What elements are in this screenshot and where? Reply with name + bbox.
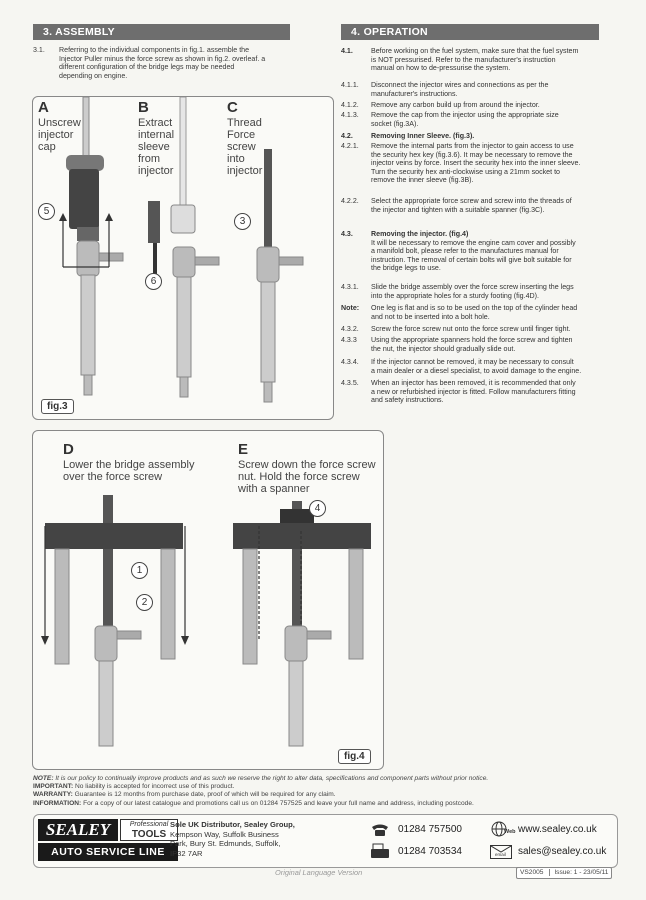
footer-notes xyxy=(33,775,613,808)
item-number: 4.1. xyxy=(341,47,353,55)
text-line: instruction. The removal of certain bolts will give bolt suitable for xyxy=(371,255,572,264)
callout-2: 2 xyxy=(136,594,153,611)
note-label: IMPORTANT: xyxy=(33,783,74,791)
item-number: 4.1.1. xyxy=(341,81,359,89)
step-letter-e: E xyxy=(238,441,249,458)
step-a-caption xyxy=(38,117,81,153)
text-line: the security hex key (fig.3.6). It may be necessary to remove the xyxy=(371,150,573,159)
caption-line: screw xyxy=(227,141,256,153)
step-e-caption xyxy=(238,459,376,495)
caption-line: Unscrew xyxy=(38,117,81,129)
text-line: Removing the injector. (fig.4) xyxy=(371,230,469,238)
logo-auto-service-line: AUTO SERVICE LINE xyxy=(38,843,178,861)
step-d-caption xyxy=(63,459,194,483)
operation-item-4-3-1 xyxy=(341,283,631,300)
text-line: a new or refurbished injector is fitted. Follow manufacturers fitting xyxy=(371,387,576,396)
text-line: is NOT pressurised. Refer to the manufacturer's instruction xyxy=(371,55,556,64)
caption-line: nut. Hold the force screw xyxy=(238,471,360,483)
text-line: It will be necessary to remove the engine cam cover and possibly xyxy=(371,238,576,247)
text-line: and not to be inserted into a bolt hole. xyxy=(371,312,490,321)
caption-line: from xyxy=(138,153,160,165)
text-line: If the injector cannot be removed, it may be necessary to consult xyxy=(371,358,574,366)
text-line: Remove the cap from the injector using the appropriate size xyxy=(371,111,559,119)
text-line: When an injector has been removed, it is recommended that only xyxy=(371,379,576,387)
item-number: 4.2. xyxy=(341,132,353,140)
operation-item-4-3 xyxy=(341,230,631,273)
text-line: Remove any carbon build up from around the injector. xyxy=(371,101,540,109)
note-text: It is our policy to continually improve products and as such we reserve the right to alter data, specifications and component parts without prior notice. xyxy=(53,775,489,782)
text-line: the nut, the injector should gradually slide out. xyxy=(371,344,516,353)
footer-note xyxy=(33,783,613,791)
text-line: Screw the force screw nut onto the force screw until finger tight. xyxy=(371,325,571,333)
item-number: 4.2.1. xyxy=(341,142,359,150)
text-line: Referring to the individual components in fig.1. assemble the xyxy=(59,46,250,54)
item-number: 4.2.2. xyxy=(341,197,359,205)
callout-6: 6 xyxy=(145,273,162,290)
figure-3-panel xyxy=(32,96,334,420)
address-line: Park, Bury St. Edmunds, Suffolk, xyxy=(170,839,281,849)
text-line: depending on engine. xyxy=(59,71,128,80)
section-header-assembly: 3. ASSEMBLY xyxy=(33,24,290,40)
caption-line: over the force screw xyxy=(63,471,163,483)
address-line: Sole UK Distributor, Sealey Group, xyxy=(170,820,295,829)
caption-line: sleeve xyxy=(138,141,170,153)
paragraph-3-1 xyxy=(59,46,309,80)
item-number: 4.3.3 xyxy=(341,336,357,344)
injector-c-illustration xyxy=(257,149,303,402)
operation-item-4-1-1 xyxy=(341,81,631,98)
operation-item-4-3-3 xyxy=(341,336,631,353)
text-line: Slide the bridge assembly over the force screw inserting the legs xyxy=(371,283,574,291)
operation-item-4-2-2 xyxy=(341,197,631,214)
caption-line: Lower the bridge assembly xyxy=(63,459,195,471)
brand-bar xyxy=(33,814,618,868)
caption-line: with a spanner xyxy=(238,483,310,495)
caption-line: injector xyxy=(138,165,174,177)
caption-line: into xyxy=(227,153,245,165)
web-globe-icon xyxy=(490,820,516,838)
operation-item-4-2-1 xyxy=(341,142,631,185)
callout-3: 3 xyxy=(234,213,251,230)
text-line: the injector and tighten with a suitable spanner (fig.3C). xyxy=(371,205,545,214)
logo-tools-text: TOOLS xyxy=(131,829,167,840)
text-line: Using the appropriate spanners hold the force screw and tighten xyxy=(371,336,573,344)
footer-note xyxy=(33,791,613,799)
original-language-note: Original Language Version xyxy=(275,868,363,877)
text-line: and safety instructions. xyxy=(371,396,444,405)
web-icon-label: Web xyxy=(504,829,516,835)
figure-4-tag: fig.4 xyxy=(338,749,371,764)
caption-line: Extract xyxy=(138,117,173,129)
puller-e-illustration xyxy=(233,501,371,746)
item-number: 4.3.2. xyxy=(341,325,359,333)
telephone-icon xyxy=(370,823,390,837)
step-letter-d: D xyxy=(63,441,74,458)
fax-icon xyxy=(370,843,390,859)
text-line: manufacturer's instructions. xyxy=(371,89,458,98)
note-label: WARRANTY: xyxy=(33,791,73,799)
caption-line: Thread xyxy=(227,117,262,129)
callout-5: 5 xyxy=(38,203,55,220)
sealey-logo xyxy=(38,819,180,863)
operation-item-4-1-3 xyxy=(341,111,631,128)
caption-line: cap xyxy=(38,141,56,153)
item-number: 4.3.1. xyxy=(341,283,359,291)
text-line: Injector Puller minus the force screw as shown in fig.2. overleaf. a xyxy=(59,54,266,63)
item-number: 4.3.5. xyxy=(341,379,359,387)
step-c-caption xyxy=(227,117,262,177)
operation-item-4-3-4 xyxy=(341,358,631,375)
callout-4: 4 xyxy=(309,500,326,517)
caption-line: injector xyxy=(38,129,74,141)
text-line: One leg is flat and is so to be used on the top of the cylinder head xyxy=(371,304,578,312)
operation-note xyxy=(341,304,631,321)
text-line: Turn the security hex anti-clockwise using a 21mm socket to xyxy=(371,167,560,176)
caption-line: Force xyxy=(227,129,256,141)
text-line: the bridge legs to use. xyxy=(371,264,441,273)
logo-sealey-text: SEALEY xyxy=(38,819,118,841)
email-icon-label: email xyxy=(495,852,506,857)
step-b-caption xyxy=(138,117,174,177)
step-letter-b: B xyxy=(138,99,149,116)
text-line: remove the inner sleeve (fig.3B). xyxy=(371,176,474,185)
item-number: 4.3.4. xyxy=(341,358,359,366)
note-text: Guarantee is 12 months from purchase date, proof of which will be required for any claim. xyxy=(72,791,336,799)
step-letter-a: A xyxy=(38,99,49,116)
caption-line: internal xyxy=(138,129,175,141)
note-text: No liability is accepted for incorrect use of this product. xyxy=(73,783,235,791)
document-code: VS2005 xyxy=(520,869,544,876)
address-line: Kempson Way, Suffolk Business xyxy=(170,829,279,839)
logo-pro-text: Professional xyxy=(129,821,169,828)
note-label: INFORMATION: xyxy=(33,799,82,807)
text-line: manual on how to de-pressurise the system. xyxy=(371,64,511,73)
item-number: 4.3. xyxy=(341,230,353,238)
operation-item-4-3-2 xyxy=(341,325,631,334)
text-line: Disconnect the injector wires and connections as per the xyxy=(371,81,549,89)
text-line: Removing Inner Sleeve. (fig.3). xyxy=(371,132,475,140)
item-number: Note: xyxy=(341,304,360,312)
note-text: For a copy of our latest catalogue and promotions call us on 01284 757525 and leave your full name and address, including postcode. xyxy=(81,799,474,807)
text-line: a manifold bolt, please refer to the manufactures manual for xyxy=(371,247,559,256)
distributor-address xyxy=(170,820,360,858)
text-line: injector veins by force. Insert the security hex into the inner sleeve. xyxy=(371,159,581,168)
operation-item-4-1-2 xyxy=(341,101,631,110)
step-letter-c: C xyxy=(227,99,238,116)
website-link[interactable]: www.sealey.co.uk xyxy=(518,824,597,835)
note-label: NOTE: xyxy=(33,775,54,782)
text-line: into the appropriate holes for a sturdy footing (fig.4D). xyxy=(371,291,539,300)
item-number: 4.1.2. xyxy=(341,101,359,109)
issue-date: Issue: 1 - 23/05/11 xyxy=(549,869,608,876)
puller-d-illustration xyxy=(41,495,189,746)
text-line: different configuration of the bridge legs may be needed xyxy=(59,63,235,72)
figure-3-tag: fig.3 xyxy=(41,399,74,414)
paragraph-number: 3.1. xyxy=(33,46,45,54)
text-line: a main dealer or a diesel specialist, to avoid damage to the engine. xyxy=(371,366,582,375)
operation-item-4-3-5 xyxy=(341,379,631,405)
callout-1: 1 xyxy=(131,562,148,579)
fax-number[interactable]: 01284 703534 xyxy=(398,846,462,857)
email-link[interactable]: sales@sealey.co.uk xyxy=(518,846,607,857)
section-header-operation: 4. OPERATION xyxy=(341,24,599,40)
caption-line: Screw down the force screw xyxy=(238,459,376,471)
footer-note xyxy=(33,775,613,783)
caption-line: injector xyxy=(227,165,263,177)
footer-note xyxy=(33,800,613,808)
operation-item-4-1 xyxy=(341,47,631,73)
text-line: Before working on the fuel system, make sure that the fuel system xyxy=(371,47,579,55)
operation-item-4-2 xyxy=(341,132,631,141)
email-envelope-icon xyxy=(490,845,512,859)
text-line: socket (fig.3A). xyxy=(371,119,419,128)
text-line: Remove the internal parts from the injector to gain access to use xyxy=(371,142,574,150)
document-code-box xyxy=(516,867,612,879)
text-line: Select the appropriate force screw and screw into the threads of xyxy=(371,197,572,205)
phone-number[interactable]: 01284 757500 xyxy=(398,824,462,835)
item-number: 4.1.3. xyxy=(341,111,359,119)
address-line: IP32 7AR xyxy=(170,848,203,858)
figure-4-panel xyxy=(32,430,384,770)
